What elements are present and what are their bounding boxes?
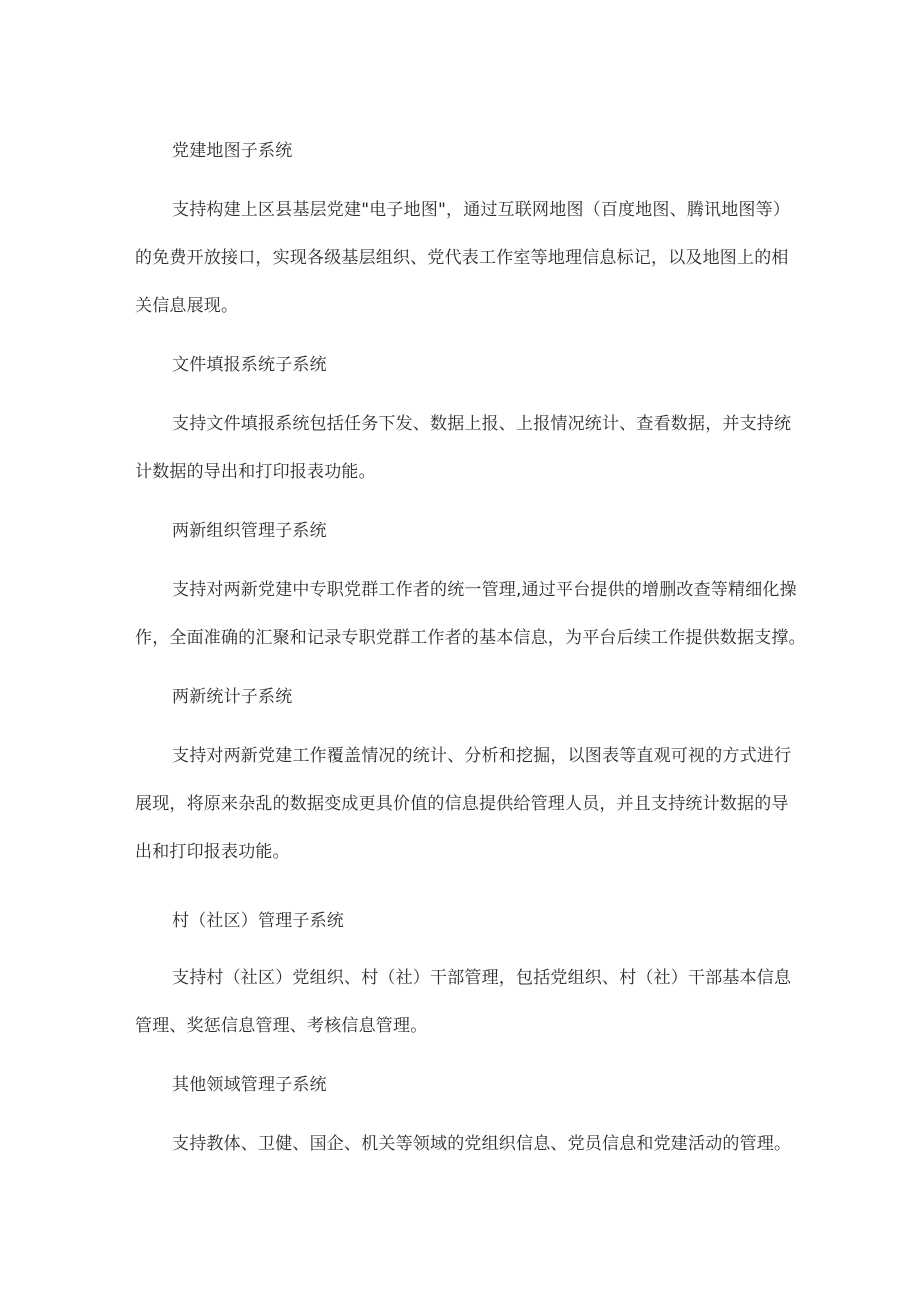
paragraph-line: 出和打印报表功能。 [135,842,290,862]
paragraph-line: 支持文件填报系统包括任务下发、数据上报、上报情况统计、查看数据，并支持统 [172,414,792,434]
section-heading: 两新统计子系统 [172,687,293,707]
section-heading: 其他领域管理子系统 [172,1075,327,1095]
paragraph-line: 的免费开放接口，实现各级基层组织、党代表工作室等地理信息标记，以及地图上的相 [135,248,789,268]
section-heading: 文件填报系统子系统 [172,355,327,375]
paragraph-line: 支持构建上区县基层党建"电子地图"，通过互联网地图（百度地图、腾讯地图等） [172,200,791,220]
paragraph-line: 支持教体、卫健、国企、机关等领域的党组织信息、党员信息和党建活动的管理。 [172,1134,792,1154]
paragraph-line: 支持对两新党建中专职党群工作者的统一管理,通过平台提供的增删改查等精细化操 [172,580,797,600]
paragraph-line: 管理、奖惩信息管理、考核信息管理。 [135,1016,428,1036]
paragraph-line: 支持对两新党建工作覆盖情况的统计、分析和挖掘，以图表等直观可视的方式进行 [172,746,792,766]
section-heading: 党建地图子系统 [172,141,293,161]
paragraph-line: 作，全面准确的汇聚和记录专职党群工作者的基本信息，为平台后续工作提供数据支撑。 [135,628,806,648]
paragraph-line: 支持村（社区）党组织、村（社）干部管理，包括党组织、村（社）干部基本信息 [172,968,792,988]
paragraph-line: 计数据的导出和打印报表功能。 [135,462,376,482]
section-heading: 两新组织管理子系统 [172,521,327,541]
paragraph-line: 关信息展现。 [135,296,239,316]
paragraph-line: 展现，将原来杂乱的数据变成更具价值的信息提供给管理人员，并且支持统计数据的导 [135,794,789,814]
section-heading: 村（社区）管理子系统 [172,911,344,931]
